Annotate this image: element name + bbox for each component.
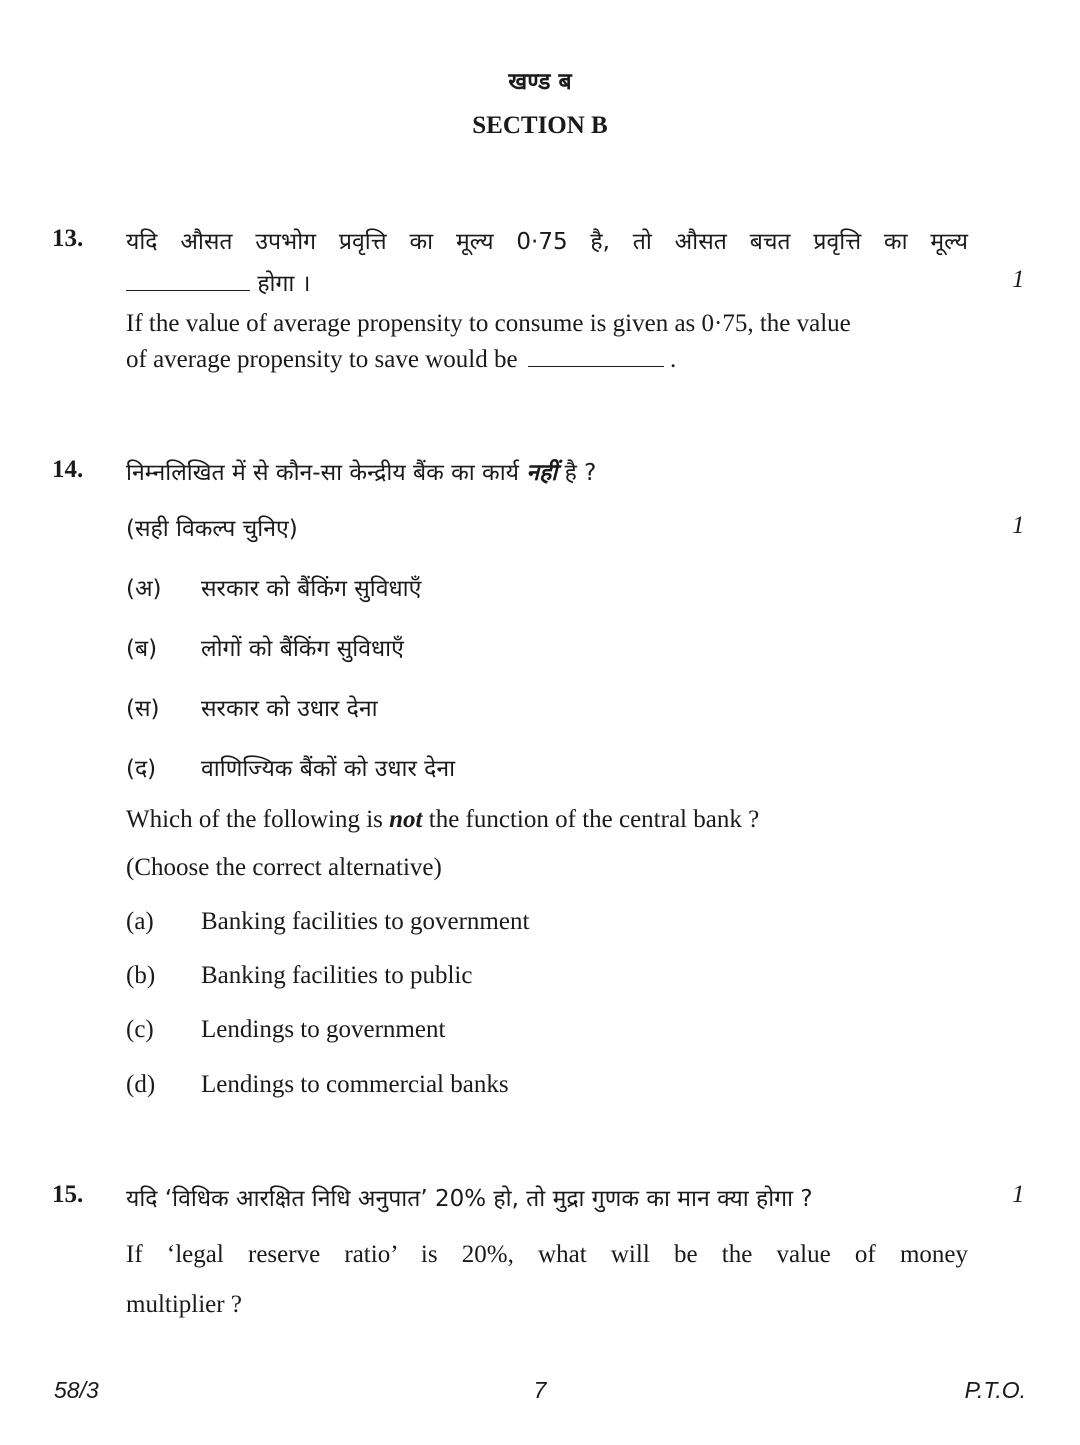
option-text: Lendings to commercial banks: [201, 1071, 509, 1098]
answer-blank: [528, 366, 664, 367]
question-15-english-line1: If ‘legal reserve ratio’ is 20%, what will be the value of money: [126, 1241, 968, 1268]
section-title-hindi: खण्ड ब: [508, 69, 572, 95]
option-english-d: [126, 1071, 509, 1099]
option-label: (ब): [126, 636, 158, 662]
option-hindi-d: [126, 751, 455, 783]
question-14-hindi-question: [126, 455, 596, 487]
option-text: वाणिज्यिक बैंकों को उधार देना: [201, 756, 456, 782]
option-label: (द): [126, 756, 157, 782]
option-english-c: [126, 1016, 445, 1044]
option-label: (a): [126, 908, 154, 935]
question-15-english-line2: multiplier ?: [126, 1291, 242, 1318]
question-14-hindi-instruction: (सही विकल्प चुनिए): [126, 516, 298, 542]
option-text: Lendings to government: [201, 1016, 446, 1043]
question-13-english-text: of average propensity to save would be: [126, 346, 518, 373]
option-label: (b): [126, 962, 156, 989]
question-15-number: 15.: [52, 1181, 84, 1208]
question-14-english-emphasis: not: [389, 806, 423, 833]
option-text: Banking facilities to public: [201, 962, 473, 989]
question-13-english-line2: [126, 346, 676, 374]
question-13-hindi-line2: [126, 266, 310, 298]
question-13-hindi-line1: यदि औसत उपभोग प्रवृत्ति का मूल्य 0·75 है, तो औसत बचत प्रवृत्ति का मूल्य: [126, 229, 968, 255]
question-13-english-line1: If the value of average propensity to consume is given as 0·75, the value: [126, 310, 851, 337]
option-hindi-b: [126, 631, 404, 663]
question-14-marks: 1: [1012, 512, 1025, 539]
option-label: (अ): [126, 576, 162, 602]
option-label: (c): [126, 1016, 154, 1043]
question-14-english-pre: Which of the following is: [126, 806, 383, 833]
option-hindi-a: [126, 571, 421, 603]
option-text: सरकार को बैंकिंग सुविधाएँ: [201, 576, 422, 602]
question-14-english-post: the function of the central bank ?: [428, 806, 760, 833]
option-english-a: [126, 908, 529, 936]
question-14-hindi-emphasis: नहीं: [526, 460, 558, 486]
question-15-marks: 1: [1012, 1181, 1025, 1208]
question-14-number: 14.: [52, 456, 84, 483]
question-13-hindi-suffix: होगा ।: [257, 271, 311, 297]
option-label: (d): [126, 1071, 156, 1098]
option-text: लोगों को बैंकिंग सुविधाएँ: [201, 636, 404, 662]
answer-blank: [126, 290, 250, 291]
question-15-hindi-line: यदि ‘विधिक आरक्षित निधि अनुपात’ 20% हो, तो मुद्रा गुणक का मान क्या होगा ?: [126, 1186, 813, 1212]
pto-label: P.T.O.: [964, 1377, 1026, 1403]
question-13-english-end: .: [670, 346, 677, 373]
section-title-english: SECTION B: [472, 112, 608, 139]
option-hindi-c: [126, 691, 378, 723]
option-english-b: [126, 962, 472, 990]
question-14-english-question: [126, 806, 759, 834]
question-14-english-instruction: (Choose the correct alternative): [126, 854, 442, 881]
question-13-number: 13.: [52, 225, 84, 252]
question-14-hindi-pre: निम्नलिखित में से कौन-सा केन्द्रीय बैंक का कार्य: [126, 460, 519, 486]
paper-code: 58/3: [54, 1377, 99, 1403]
option-text: Banking facilities to government: [201, 908, 530, 935]
option-label: (स): [126, 696, 160, 722]
option-text: सरकार को उधार देना: [201, 696, 378, 722]
question-14-hindi-post: है ?: [564, 460, 597, 486]
page-number: 7: [533, 1377, 547, 1403]
question-13-marks: 1: [1012, 266, 1025, 293]
